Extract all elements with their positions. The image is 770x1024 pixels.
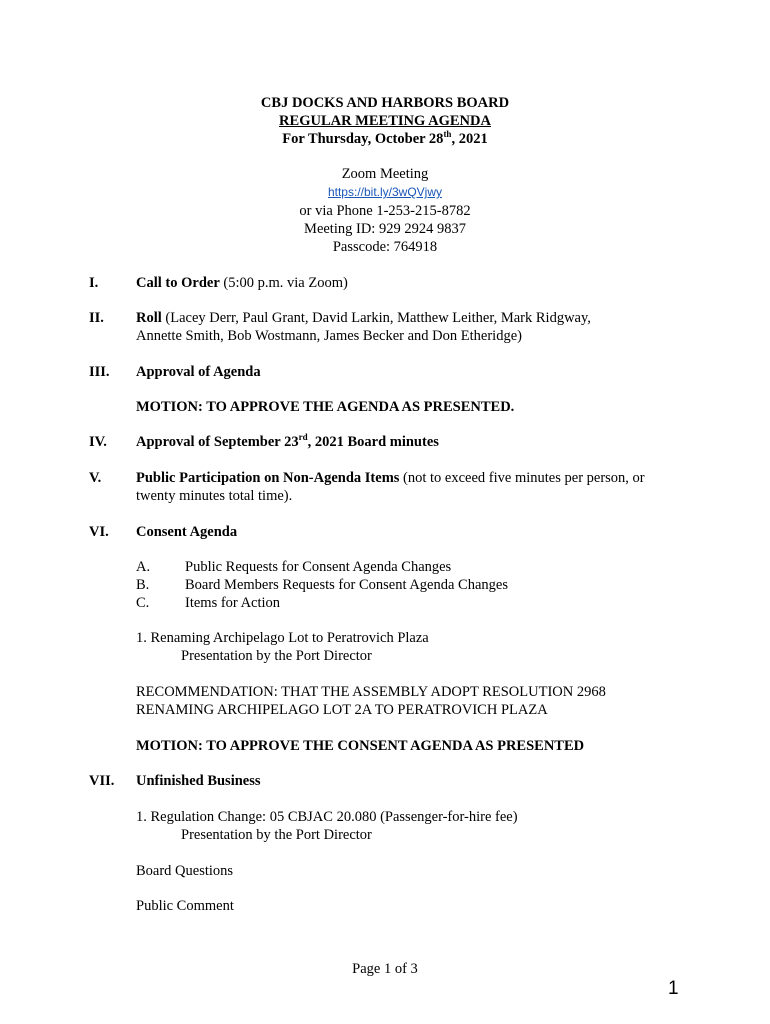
item-v-rest: (not to exceed five minutes per person, or <box>399 470 645 486</box>
zoom-link[interactable]: https://bit.ly/3wQVjwy <box>327 185 443 199</box>
vii-board-questions: Board Questions <box>136 863 234 879</box>
vii-item1: 1. Regulation Change: 05 CBJAC 20.080 (Passenger-for-hire fee) <box>136 809 518 825</box>
item-ii-line2: Annette Smith, Bob Wostmann, James Becker and Don Etheridge) <box>136 328 522 344</box>
vii-presentation: Presentation by the Port Director <box>181 827 372 843</box>
sub-a-letter: A. <box>136 559 151 575</box>
item-iii-title: Approval of Agenda <box>136 364 261 380</box>
meeting-id: Meeting ID: 929 2924 9837 <box>304 221 466 237</box>
corner-page-number: 1 <box>668 978 679 999</box>
sub-a-text: Public Requests for Consent Agenda Changes <box>185 559 452 575</box>
meeting-date <box>0 130 770 148</box>
vi-recommendation-line1: RECOMMENDATION: THAT THE ASSEMBLY ADOPT RESOLUTION 2968 <box>136 684 606 700</box>
phone-line: or via Phone 1-253-215-8782 <box>299 203 471 219</box>
item-iii-motion: MOTION: TO APPROVE THE AGENDA AS PRESENTED. <box>136 399 515 415</box>
item-ii-line1 <box>136 309 696 327</box>
item-vii-number: VII. <box>89 773 115 789</box>
sub-b-letter: B. <box>136 577 150 593</box>
vii-public-comment: Public Comment <box>136 898 234 914</box>
agenda-title <box>0 112 770 130</box>
item-vi-title: Consent Agenda <box>136 524 238 540</box>
item-ii-number: II. <box>89 310 104 326</box>
zoom-label: Zoom Meeting <box>341 166 429 182</box>
item-i-rest: (5:00 p.m. via Zoom) <box>219 275 348 291</box>
date-post: , 2021 <box>451 131 488 147</box>
agenda-title-text: REGULAR MEETING AGENDA <box>279 113 491 129</box>
item-v-line1 <box>136 469 696 487</box>
item-v-number: V. <box>89 470 102 486</box>
sub-c-letter: C. <box>136 595 150 611</box>
board-title: CBJ DOCKS AND HARBORS BOARD <box>260 95 510 111</box>
date-pre: For Thursday, October 28 <box>282 131 444 147</box>
vi-motion: MOTION: TO APPROVE THE CONSENT AGENDA AS PRESENTED <box>136 738 585 754</box>
item-ii-title: Roll <box>136 310 162 326</box>
item-v-line2: twenty minutes total time). <box>136 488 293 504</box>
item-i-number: I. <box>89 275 99 291</box>
sub-c-text: Items for Action <box>185 595 281 611</box>
zoom-link-row <box>0 183 770 201</box>
sub-b-text: Board Members Requests for Consent Agenda Changes <box>185 577 508 593</box>
vi-recommendation-line2: RENAMING ARCHIPELAGO LOT 2A TO PERATROVICH PLAZA <box>136 702 548 718</box>
item-iii-number: III. <box>89 364 110 380</box>
item-iv-title <box>136 433 696 451</box>
item-vi-number: VI. <box>89 524 109 540</box>
item-iv-sup: rd <box>298 432 308 442</box>
item-i-title: Call to Order <box>136 275 220 291</box>
item-iv-post: , 2021 Board minutes <box>307 434 439 450</box>
vi-item1: 1. Renaming Archipelago Lot to Peratrovich Plaza <box>136 630 429 646</box>
item-iv-number: IV. <box>89 434 107 450</box>
item-i-text <box>136 274 696 292</box>
item-v-title: Public Participation on Non-Agenda Items <box>136 470 400 486</box>
page-number: Page 1 of 3 <box>352 961 418 977</box>
vi-presentation: Presentation by the Port Director <box>181 648 372 664</box>
item-ii-rest: (Lacey Derr, Paul Grant, David Larkin, Matthew Leither, Mark Ridgway, <box>161 310 591 326</box>
passcode: Passcode: 764918 <box>332 239 438 255</box>
item-iv-pre: Approval of September 23 <box>136 434 299 450</box>
date-sup: th <box>443 129 452 139</box>
item-vii-title: Unfinished Business <box>136 773 261 789</box>
